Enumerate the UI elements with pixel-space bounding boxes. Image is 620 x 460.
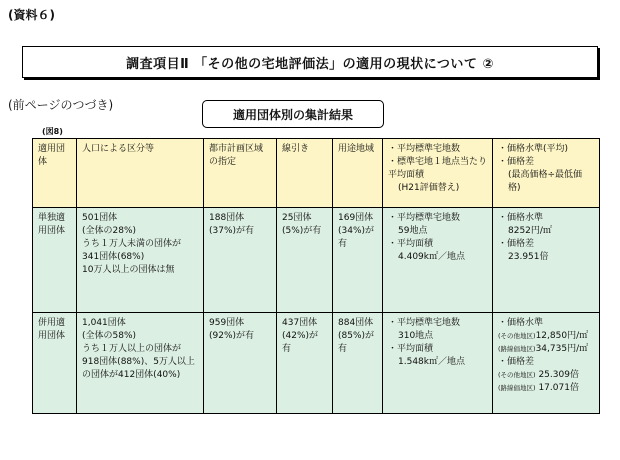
continuation-note: (前ページのつづき) [8, 98, 114, 112]
row-city-planning: 959団体(92%)が有 [204, 313, 277, 414]
other-district-diff-label: (その他地区) [498, 371, 536, 380]
header-price-level-line1: ・価格水準(平均) [498, 144, 569, 154]
population-count: 1,041団体 [82, 318, 126, 328]
other-district-label: (その他地区) [498, 332, 536, 341]
table-header-row [33, 139, 600, 208]
row-price-level [493, 208, 600, 313]
other-district-diff: 25.309倍 [538, 370, 579, 381]
header-standard-land-line2: ・標準宅地１地点当たり平均面積 [388, 157, 488, 181]
row-population [77, 208, 204, 313]
price-diff-label: ・価格差 [498, 357, 535, 368]
route-district-label: (路線価地区) [498, 345, 536, 354]
avg-area-value: 1.548k㎡／地点 [398, 357, 465, 368]
avg-area-label: ・平均面積 [388, 344, 434, 355]
document-label: (資料６) [8, 8, 55, 22]
avg-standard-land-value: 310地点 [398, 331, 434, 342]
header-standard-land-line3: (H21評価替え) [398, 183, 460, 194]
header-standard-land-line1: ・平均標準宅地数 [388, 144, 461, 154]
table-row [33, 313, 600, 414]
row-standard-land [383, 313, 493, 414]
header-price-level-line3: (最高価格÷最低価格) [508, 170, 583, 194]
avg-standard-land-label: ・平均標準宅地数 [388, 213, 461, 223]
price-diff-value: 23.951倍 [508, 252, 549, 263]
header-price-level [493, 139, 600, 208]
route-district-price: 34,735円/㎡ [535, 344, 589, 355]
row-standard-land [383, 208, 493, 313]
avg-standard-land-value: 59地点 [398, 226, 428, 237]
route-district-diff-label: (路線価地区) [498, 384, 536, 393]
other-district-price: 12,850円/㎡ [535, 331, 589, 342]
population-share: (全体の58%) [82, 331, 137, 342]
population-note: 10万人以上の団体は無 [82, 265, 175, 276]
header-city-planning: 都市計画区域の指定 [204, 139, 277, 208]
population-detail: うち１万人未満の団体が341団体(68%) [82, 239, 182, 263]
header-standard-land [383, 139, 493, 208]
avg-standard-land-label: ・平均標準宅地数 [388, 318, 461, 328]
row-use-district: 169団体(34%)が有 [333, 208, 383, 313]
header-zoning-line: 線引き [277, 139, 333, 208]
row-population [77, 313, 204, 414]
results-table [32, 138, 600, 414]
price-diff-label: ・価格差 [498, 239, 535, 250]
section-subtitle: 適用団体別の集計結果 [202, 100, 384, 128]
row-zoning-line: 437団体(42%)が有 [277, 313, 333, 414]
header-price-level-line2: ・価格差 [498, 157, 535, 168]
row-group-name: 単独適用団体 [33, 208, 77, 313]
header-use-district: 用途地域 [333, 139, 383, 208]
header-population-class: 人口による区分等 [77, 139, 204, 208]
row-city-planning: 188団体(37%)が有 [204, 208, 277, 313]
row-group-name: 併用適用団体 [33, 313, 77, 414]
price-level-value: 8252円/㎡ [508, 226, 552, 237]
table-row [33, 208, 600, 313]
avg-area-value: 4.409k㎡／地点 [398, 252, 465, 263]
figure-label: (図8) [42, 127, 63, 136]
population-share: (全体の28%) [82, 226, 137, 237]
population-detail: うち１万人以上の団体が918団体(88%)、5万人以上の団体が412団体(40%) [82, 344, 195, 381]
population-count: 501団体 [82, 213, 118, 223]
row-price-level [493, 313, 600, 414]
header-applicable-group: 適用団体 [33, 139, 77, 208]
price-level-label: ・価格水準 [498, 213, 544, 223]
row-zoning-line: 25団体(5%)が有 [277, 208, 333, 313]
route-district-diff: 17.071倍 [538, 383, 579, 394]
price-level-label: ・価格水準 [498, 318, 544, 328]
avg-area-label: ・平均面積 [388, 239, 434, 250]
page-title: 調査項目Ⅱ 「その他の宅地評価法」の適用の現状について ② [22, 46, 598, 78]
row-use-district: 884団体(85%)が有 [333, 313, 383, 414]
